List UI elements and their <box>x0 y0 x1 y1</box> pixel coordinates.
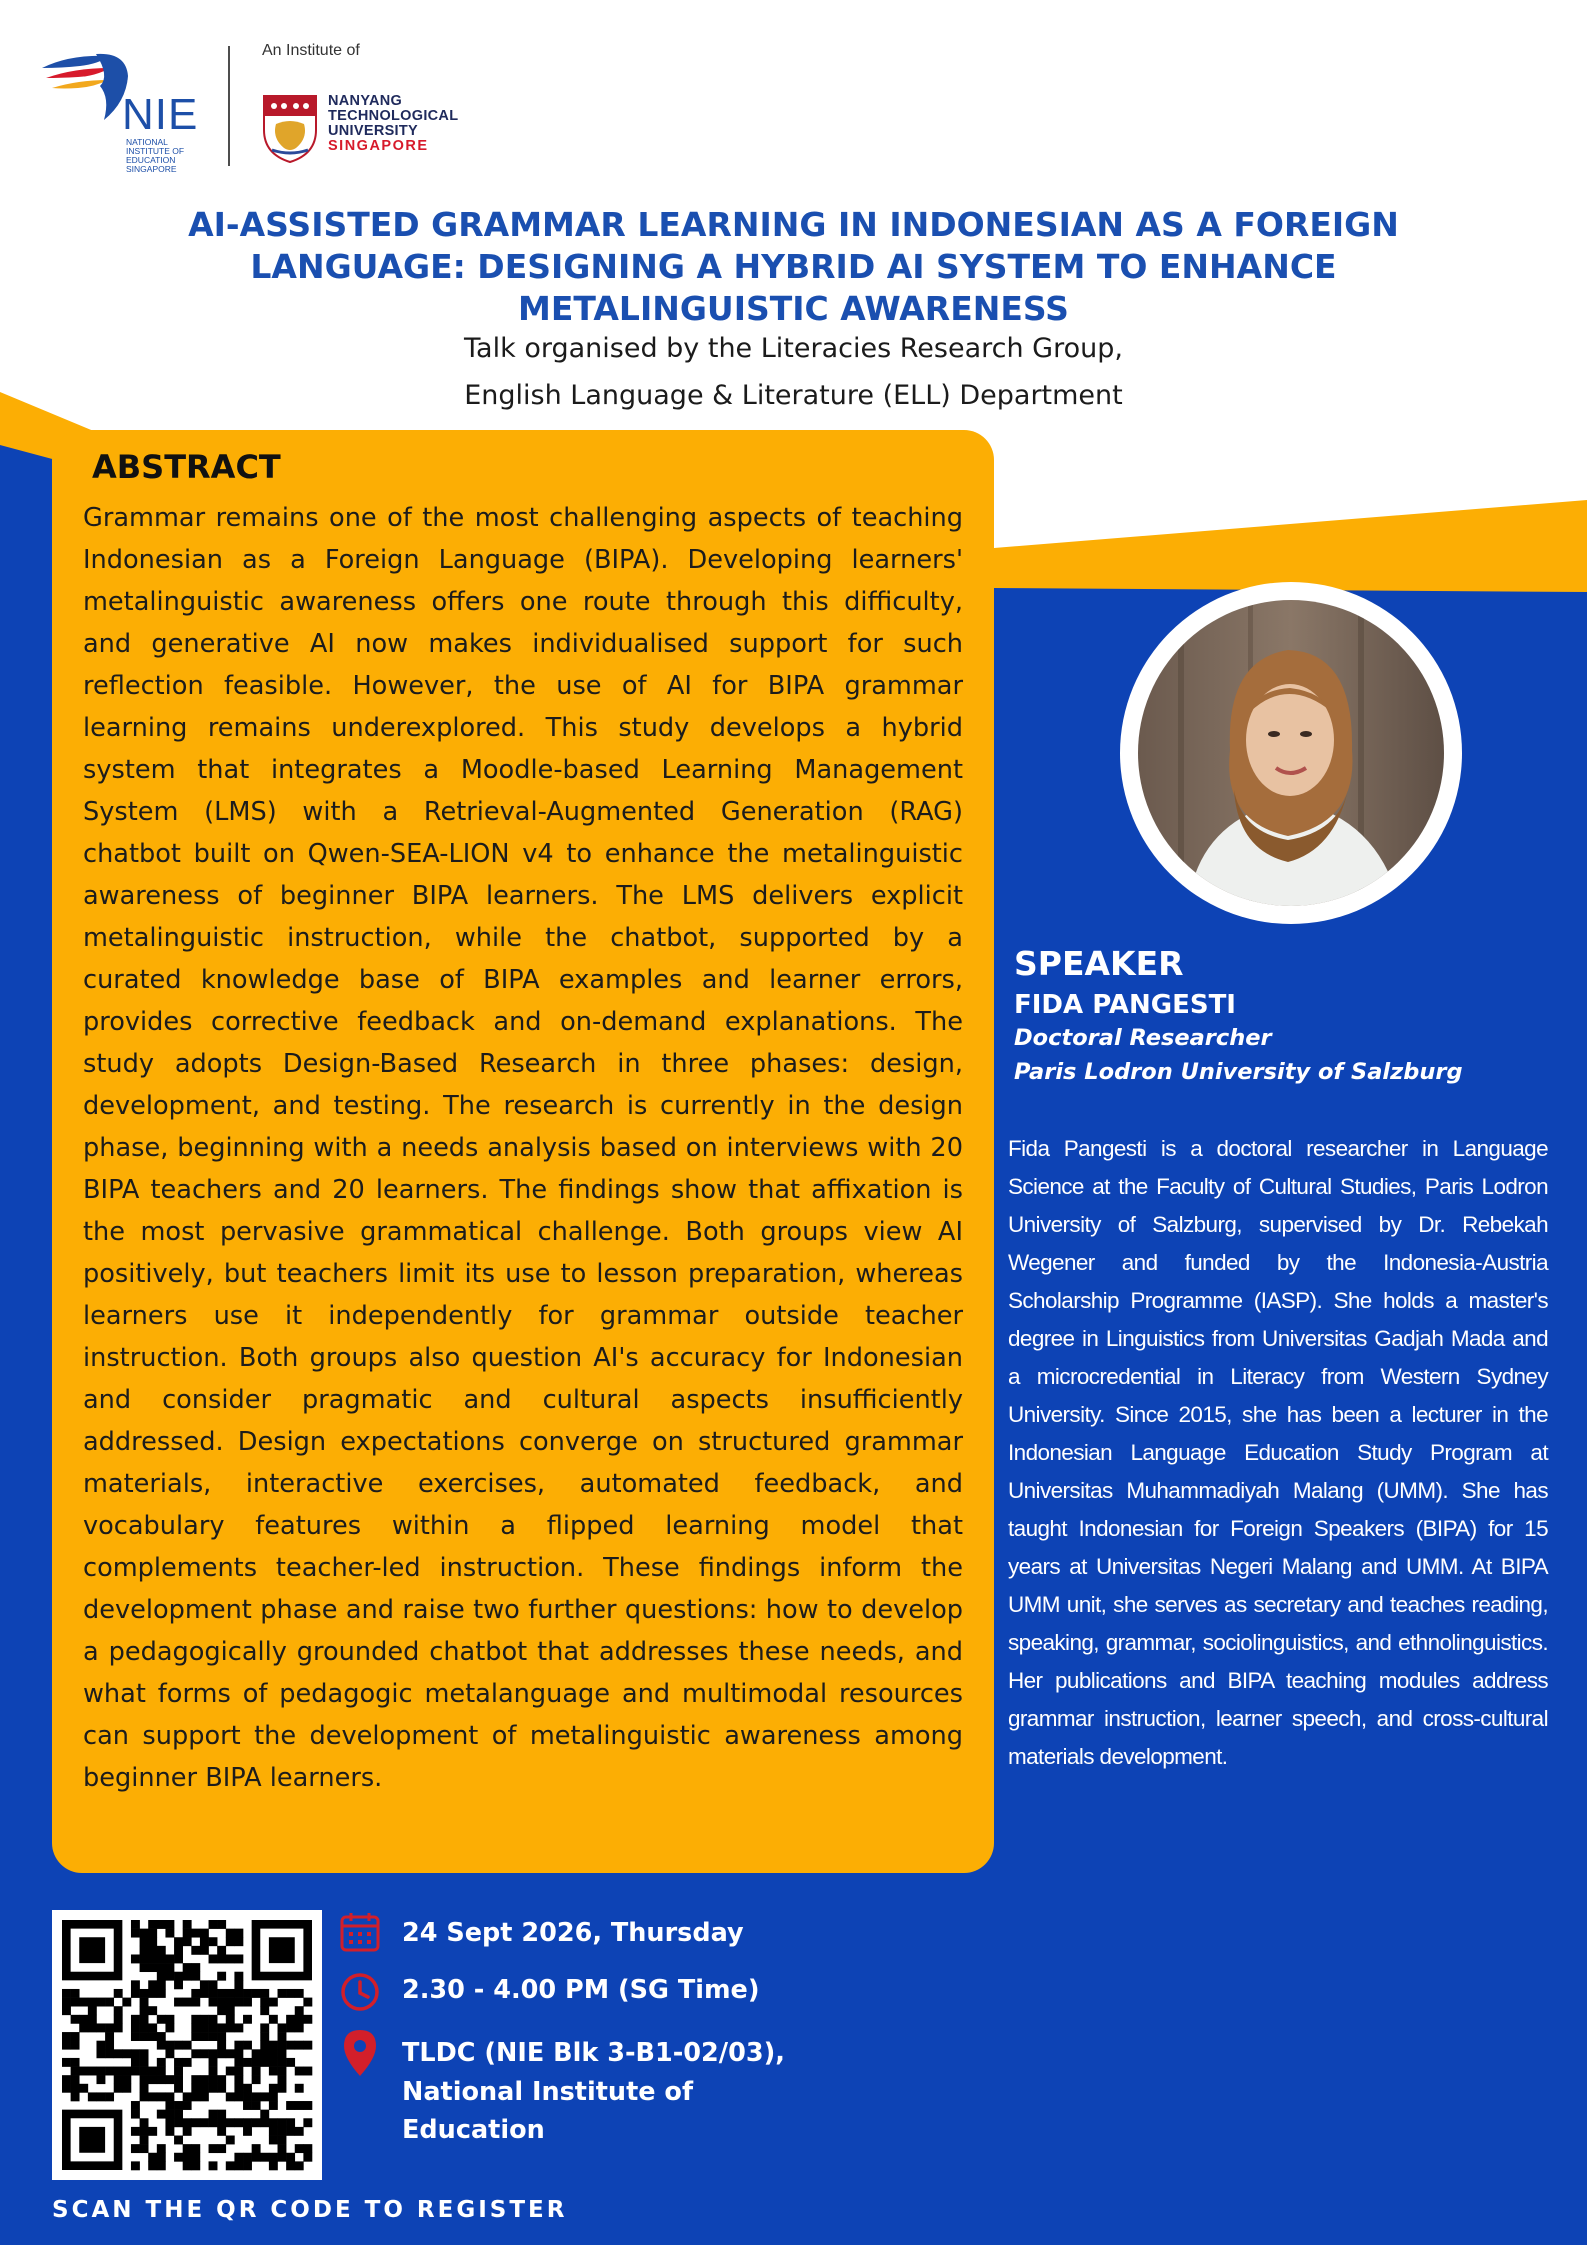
speaker-role: Doctoral Researcher <box>1014 1025 1272 1051</box>
location-pin-icon <box>338 2028 382 2078</box>
talk-title <box>60 204 1527 330</box>
abstract-heading: ABSTRACT <box>92 448 281 486</box>
registration-qr-code[interactable] <box>52 1910 322 2180</box>
nie-logo-subtext <box>126 138 216 174</box>
ntu-crest-icon <box>262 94 318 164</box>
nie-letters: NIE <box>122 90 199 139</box>
speaker-name: FIDA PANGESTI <box>1014 990 1236 1020</box>
nie-line-3: EDUCATION <box>126 155 176 165</box>
abstract-body: Grammar remains one of the most challenging aspects of teaching Indonesian as a Foreign Language (BIPA). Developing learners' metalinguistic awareness offers one route through this difficulty, and generative AI now makes individualised support for such reflection feasible. However, the use of AI for BIPA grammar learning remains underexplored. This study develops a hybrid system that integrates a Moodle-based Learning Management System (LMS) with a Retrieval-Augmented Generation (RAG) chatbot built on Qwen-SEA-LION v4 to enhance the metalinguistic awareness of beginner BIPA learners. The LMS delivers explicit metalinguistic instruction, while the chatbot, supported by a curated knowledge base of BIPA examples and learner errors, provides corrective feedback and on-demand explanations. The study adopts Design-Based Research in three phases: design, development, and testing. The research is currently in the design phase, beginning with a needs analysis based on interviews with 20 BIPA teachers and 20 learners. The findings show that affixation is the most pervasive grammatical challenge. Both groups view AI positively, but teachers limit its use to lesson preparation, whereas learners use it independently for grammar outside teacher instruction. Both groups also question AI's accuracy for Indonesian and consider pragmatic and cultural aspects insufficiently addressed. Design expectations converge on structured grammar materials, interactive exercises, automated feedback, and vocabulary features within a flipped learning model that complements teacher-led instruction. These findings inform the development phase and raise two further questions: how to develop a pedagogically grounded chatbot that addresses these needs, and what forms of pedagogic metalanguage and multimodal resources can support the development of metalinguistic awareness among beginner BIPA learners. <box>83 503 963 1793</box>
ntu-line-1: NANYANG <box>328 93 403 109</box>
header-logos <box>40 38 500 173</box>
title-line-1: AI-ASSISTED GRAMMAR LEARNING IN INDONESIAN AS A FOREIGN <box>188 205 1399 244</box>
speaker-bio: Fida Pangesti is a doctoral researcher in Language Science at the Faculty of Cultural Studies, Paris Lodron University of Salzburg, supervised by Dr. Rebekah Wegener and funded by the Indonesia-Austria Scholarship Programme (IASP). She holds a master's degree in Linguistics from Universitas Gadjah Mada and a microcredential in Literacy from Western Sydney University. Since 2015, she has been a lecturer in the Indonesian Language Education Study Program at Universitas Muhammadiyah Malang (UMM). She has taught Indonesian for Foreign Speakers (BIPA) for 15 years at Universitas Negeri Malang and UMM. At BIPA UMM unit, she serves as secretary and teaches reading, speaking, grammar, sociolinguistics, and ethnolinguistics. Her publications and BIPA teaching modules address grammar instruction, learner speech, and cross-cultural materials development. <box>1008 1136 1548 1769</box>
nie-line-1: NATIONAL <box>126 137 168 147</box>
ntu-line-2: TECHNOLOGICAL <box>328 108 459 124</box>
scan-qr-label: SCAN THE QR CODE TO REGISTER <box>52 2197 568 2223</box>
nie-lion-mark-icon <box>40 46 130 126</box>
ntu-wordmark <box>328 94 458 154</box>
speaker-affiliation: Paris Lodron University of Salzburg <box>1014 1059 1463 1085</box>
event-venue <box>402 2034 785 2150</box>
venue-line-2: National Institute of <box>402 2076 694 2107</box>
title-line-3: METALINGUISTIC AWARENESS <box>518 289 1069 328</box>
venue-line-1: TLDC (NIE Blk 3-B1-02/03), <box>402 2038 785 2068</box>
organiser-line-2: English Language & Literature (ELL) Department <box>464 380 1123 411</box>
speaker-heading: SPEAKER <box>1014 944 1184 983</box>
event-date: 24 Sept 2026, Thursday <box>402 1918 744 1948</box>
logo-divider <box>228 46 230 166</box>
organiser-line-1: Talk organised by the Literacies Research Group, <box>464 333 1123 364</box>
event-time: 2.30 - 4.00 PM (SG Time) <box>402 1975 760 2005</box>
venue-line-3: Education <box>402 2115 545 2145</box>
ntu-line-4: SINGAPORE <box>328 138 429 154</box>
nie-logo <box>40 46 210 174</box>
calendar-icon <box>338 1910 382 1954</box>
speaker-photo <box>1138 600 1444 906</box>
nie-line-2: INSTITUTE OF <box>126 146 185 156</box>
title-line-2: LANGUAGE: DESIGNING A HYBRID AI SYSTEM TO ENHANCE <box>250 247 1337 286</box>
nie-line-4: SINGAPORE <box>126 164 177 174</box>
ntu-line-3: UNIVERSITY <box>328 123 419 139</box>
institute-of-label: An Institute of <box>262 42 360 59</box>
clock-icon <box>338 1970 382 2014</box>
